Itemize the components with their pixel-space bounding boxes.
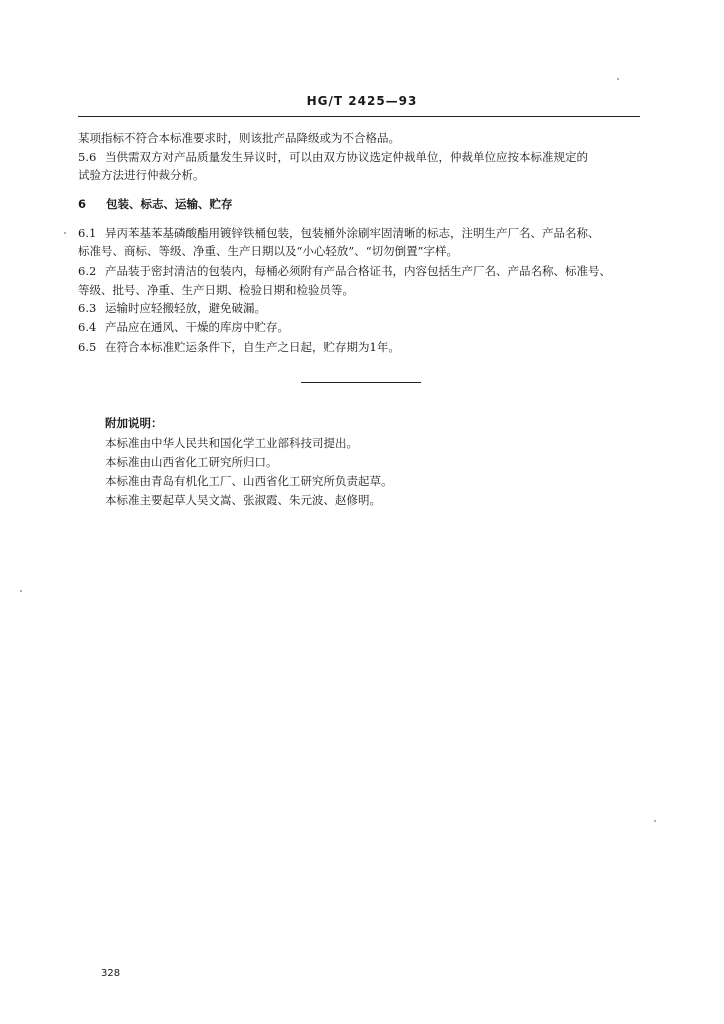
clause-6-3 [78, 301, 640, 316]
clause-6-2-line-1 [78, 264, 640, 279]
clause-6-4 [78, 320, 640, 335]
clause-number: 6.5 [78, 340, 97, 354]
scan-speck [654, 820, 656, 822]
additional-note-item: 本标准由青岛有机化工厂、山西省化工研究所负责起草。 [105, 474, 393, 488]
clause-5-6-line-2: 试验方法进行仲裁分析。 [78, 168, 205, 182]
clause-number: 6.1 [78, 226, 97, 240]
clause-6-5 [78, 340, 640, 355]
section-title: 包装、标志、运输、贮存 [106, 197, 233, 211]
clause-6-1-line-2: 标准号、商标、等级、净重、生产日期以及“小心轻放”、“切勿倒置”字样。 [78, 244, 459, 258]
clause-number: 6.2 [78, 264, 97, 278]
clause-6-2-line-2: 等级、批号、净重、生产日期、检验日期和检验员等。 [78, 283, 354, 297]
header-rule [78, 116, 640, 117]
clause-number: 5.6 [78, 150, 97, 164]
clause-text: 异丙苯基苯基磷酸酯用镀锌铁桶包装，包装桶外涂刷牢固清晰的标志，注明生产厂名、产品名称、 [105, 226, 600, 240]
clause-text: 运输时应轻搬轻放，避免破漏。 [105, 301, 266, 315]
page-number: 328 [101, 968, 121, 979]
clause-5-6-line-1 [78, 150, 640, 165]
additional-notes-title: 附加说明： [105, 416, 163, 430]
scan-speck [64, 232, 66, 234]
additional-note-item: 本标准由中华人民共和国化学工业部科技司提出。 [105, 436, 358, 450]
clause-number: 6.3 [78, 301, 97, 315]
clause-text: 在符合本标准贮运条件下，自生产之日起，贮存期为1年。 [105, 340, 400, 354]
end-of-standard-rule [301, 382, 421, 383]
clause-number: 6.4 [78, 320, 97, 334]
continuation-line: 某项指标不符合本标准要求时，则该批产品降级或为不合格品。 [78, 131, 400, 145]
standard-code-header: HG/T 2425—93 [306, 94, 418, 108]
additional-note-item: 本标准由山西省化工研究所归口。 [105, 455, 278, 469]
clause-text: 产品应在通风、干燥的库房中贮存。 [105, 320, 289, 334]
additional-note-item: 本标准主要起草人吴文嵩、张淑霞、朱元波、赵修明。 [105, 493, 381, 507]
clause-text: 产品装于密封清洁的包装内，每桶必须附有产品合格证书，内容包括生产厂名、产品名称、标准号、 [105, 264, 611, 278]
scan-speck [617, 78, 619, 80]
section-number: 6 [78, 197, 87, 211]
clause-6-1-line-1 [78, 226, 640, 241]
clause-text: 当供需双方对产品质量发生异议时，可以由双方协议选定仲裁单位，仲裁单位应按本标准规定的 [105, 150, 588, 164]
section-6-heading [78, 197, 640, 212]
scan-speck [20, 590, 22, 592]
